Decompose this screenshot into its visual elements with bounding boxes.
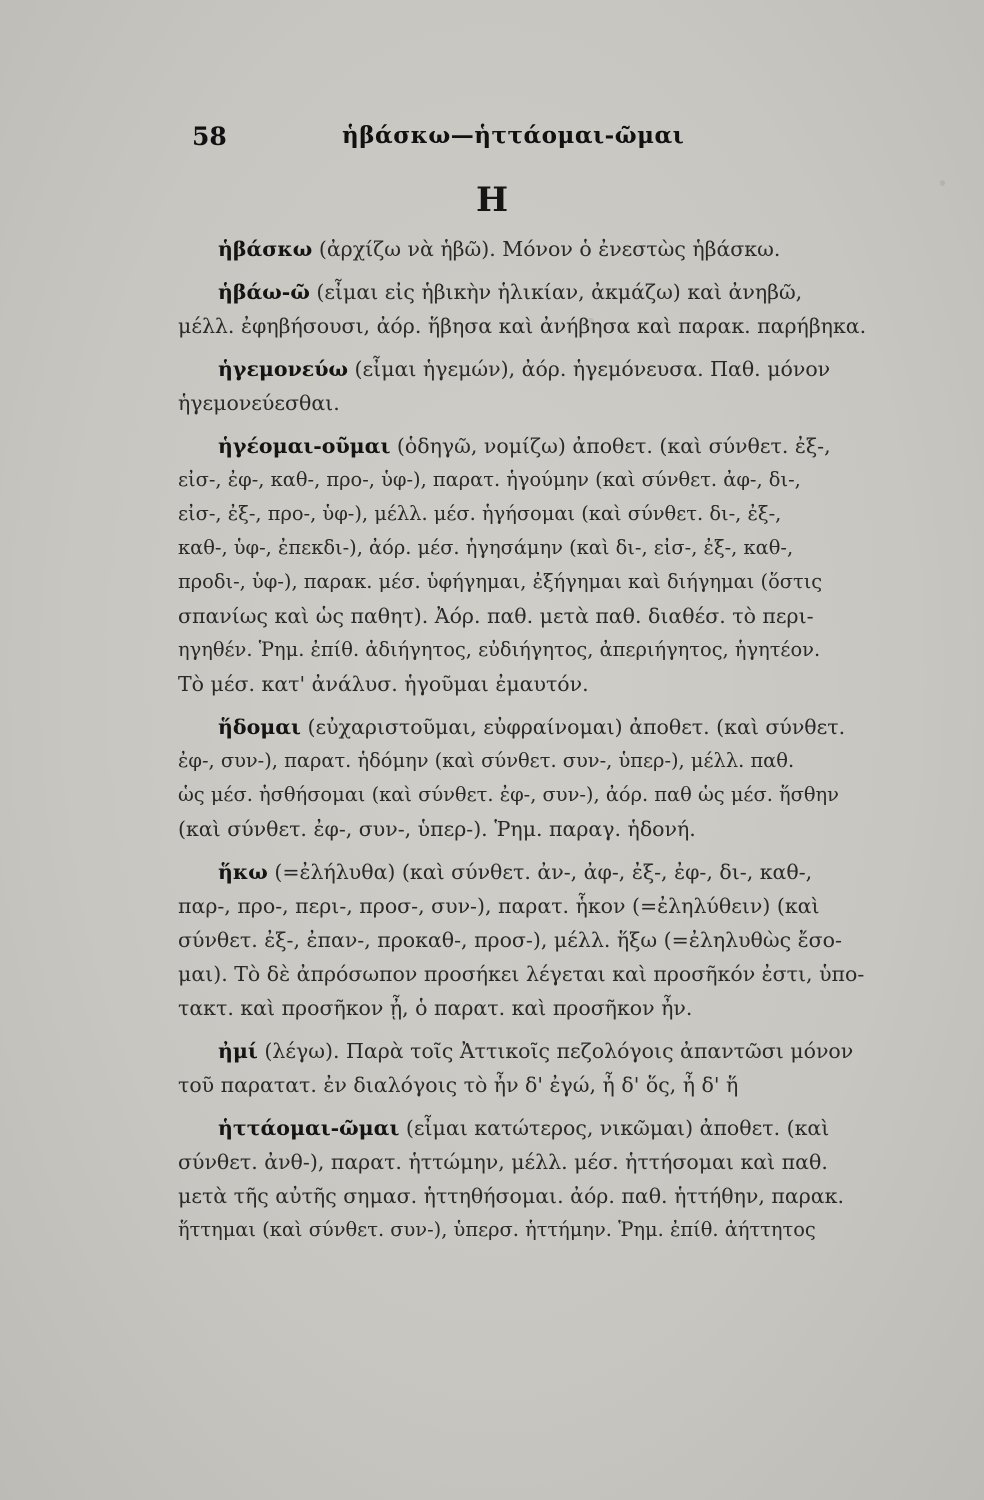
dictionary-entry [178, 429, 878, 701]
entry-text: (καὶ σύνθετ. ἐφ-, συν-, ὑπερ-). Ῥημ. παραγ. ἡδονή. [178, 817, 696, 841]
entry-line [178, 565, 878, 599]
entry-line [178, 889, 878, 923]
entry-line [178, 1213, 878, 1247]
entry-text: (εὐχαριστοῦμαι, εὐφραίνομαι) ἀποθετ. (καὶ σύνθετ. [307, 715, 846, 739]
entry-first-line [178, 1111, 878, 1145]
entry-text: Τὸ μέσ. κατ' ἀνάλυσ. ἡγοῦμαι ἐμαυτόν. [178, 672, 589, 696]
entry-first-line [178, 352, 878, 386]
entry-line [178, 463, 878, 497]
entry-text: προδι-, ὑφ-), παρακ. μέσ. ὑφήγημαι, ἐξήγημαι καὶ διήγημαι (ὅστις [178, 570, 823, 593]
entry-text: τακτ. καὶ προσῆκον ᾖ, ὁ παρατ. καὶ προσῆκον ἦν. [178, 996, 693, 1020]
entry-headword: ἡβάω-ῶ [218, 280, 310, 304]
entry-first-line [178, 710, 878, 744]
entry-first-line [178, 429, 878, 463]
entry-line [178, 386, 878, 420]
entry-headword: ἡγέομαι-οῦμαι [218, 434, 391, 458]
entry-text: εἰσ-, ἐφ-, καθ-, προ-, ὑφ-), παρατ. ἡγούμην (καὶ σύνθετ. ἀφ-, δι-, [178, 468, 801, 491]
entry-text: τοῦ παρατατ. ἐν διαλόγοις τὸ ἦν δ' ἐγώ, ἦ δ' ὅς, ἦ δ' ἥ [178, 1073, 739, 1097]
entry-first-line [178, 855, 878, 889]
dictionary-entry [178, 1034, 878, 1102]
entry-text: (ὁδηγῶ, νομίζω) ἀποθετ. (καὶ σύνθετ. ἐξ-, [396, 434, 831, 458]
entry-first-line [178, 232, 878, 266]
dictionary-entries [178, 232, 878, 1256]
page-number: 58 [192, 122, 227, 151]
entry-text: ὡς μέσ. ἡσθήσομαι (καὶ σύνθετ. ἐφ-, συν-), ἀόρ. παθ ὡς μέσ. ἥσθην [178, 783, 839, 806]
entry-text: μέλλ. ἐφηβήσουσι, ἀόρ. ἥβησα καὶ ἀνήβησα καὶ παρακ. παρήβηκα. [178, 314, 867, 338]
entry-text: (εἶμαι ἡγεμών), ἀόρ. ἡγεμόνευσα. Παθ. μόνον [354, 357, 831, 381]
entry-text: (λέγω). Παρὰ τοῖς Ἀττικοῖς πεζολόγοις ἀπαντῶσι μόνον [264, 1039, 854, 1063]
entry-text: μαι). Τὸ δὲ ἀπρόσωπον προσήκει λέγεται καὶ προσῆκόν ἐστι, ὑπο- [178, 962, 865, 986]
entry-first-line [178, 1034, 878, 1068]
dictionary-entry [178, 1111, 878, 1247]
entry-line [178, 744, 878, 778]
entry-headword: ἥδομαι [218, 715, 301, 739]
entry-text: σύνθετ. ἐξ-, ἐπαν-, προκαθ-, προσ-), μέλλ. ἥξω (=ἐληλυθὼς ἔσο- [178, 928, 842, 952]
entry-line [178, 497, 878, 531]
entry-line [178, 991, 878, 1025]
dictionary-entry [178, 710, 878, 846]
entry-line [178, 309, 878, 343]
section-letter: Η [475, 180, 509, 220]
entry-text: (εἶμαι κατώτερος, νικῶμαι) ἀποθετ. (καὶ [405, 1116, 830, 1140]
entry-text: σπανίως καὶ ὡς παθητ). Ἀόρ. παθ. μετὰ παθ. διαθέσ. τὸ περι- [178, 604, 814, 628]
entry-line [178, 599, 878, 633]
entry-line [178, 812, 878, 846]
entry-line [178, 923, 878, 957]
running-head: ἡβάσκω—ἡττάομαι-ῶμαι [342, 122, 685, 149]
entry-text: ἥττημαι (καὶ σύνθετ. συν-), ὑπερσ. ἡττήμην. Ῥημ. ἐπίθ. ἀήττητος [178, 1218, 816, 1241]
entry-text: ηγηθέν. Ῥημ. ἐπίθ. ἀδιήγητος, εὐδιήγητος, ἀπεριήγητος, ἡγητέον. [178, 638, 821, 661]
dictionary-entry [178, 352, 878, 420]
entry-text: (εἶμαι εἰς ἡβικὴν ἡλικίαν, ἀκμάζω) καὶ ἀνηβῶ, [316, 280, 803, 304]
entry-first-line [178, 275, 878, 309]
entry-headword: ἥκω [218, 860, 268, 884]
entry-line [178, 1145, 878, 1179]
entry-line [178, 667, 878, 701]
entry-headword: ἠμί [218, 1039, 258, 1063]
entry-line [178, 778, 878, 812]
dictionary-entry [178, 275, 878, 343]
entry-text: (=ἐλήλυθα) (καὶ σύνθετ. ἀν-, ἀφ-, ἐξ-, ἐφ-, δι-, καθ-, [274, 860, 813, 884]
entry-text: εἰσ-, ἐξ-, προ-, ὑφ-), μέλλ. μέσ. ἡγήσομαι (καὶ σύνθετ. δι-, ἐξ-, [178, 502, 782, 525]
entry-line [178, 1179, 878, 1213]
entry-line [178, 531, 878, 565]
entry-text: παρ-, προ-, περι-, προσ-, συν-), παρατ. ἧκον (=ἐληλύθειν) (καὶ [178, 894, 820, 918]
entry-text: ἐφ-, συν-), παρατ. ἡδόμην (καὶ σύνθετ. συν-, ὑπερ-), μέλλ. παθ. [178, 749, 795, 772]
entry-line [178, 633, 878, 667]
entry-line [178, 957, 878, 991]
entry-text: (ἀρχίζω νὰ ἡβῶ). Μόνον ὁ ἐνεστὼς ἡβάσκω. [318, 237, 781, 261]
entry-text: ἡγεμονεύεσθαι. [178, 391, 340, 415]
entry-headword: ἡβάσκω [218, 237, 313, 261]
entry-line [178, 1068, 878, 1102]
dictionary-entry [178, 855, 878, 1025]
dictionary-entry [178, 232, 878, 266]
entry-text: μετὰ τῆς αὐτῆς σημασ. ἡττηθήσομαι. ἀόρ. παθ. ἡττήθην, παρακ. [178, 1184, 844, 1208]
entry-headword: ἡττάομαι-ῶμαι [218, 1116, 400, 1140]
entry-text: σύνθετ. ἀνθ-), παρατ. ἡττώμην, μέλλ. μέσ. ἡττήσομαι καὶ παθ. [178, 1150, 828, 1174]
entry-headword: ἡγεμονεύω [218, 357, 349, 381]
page-header [192, 122, 878, 156]
entry-text: καθ-, ὑφ-, ἐπεκδι-), ἀόρ. μέσ. ἡγησάμην (καὶ δι-, εἰσ-, ἐξ-, καθ-, [178, 536, 794, 559]
